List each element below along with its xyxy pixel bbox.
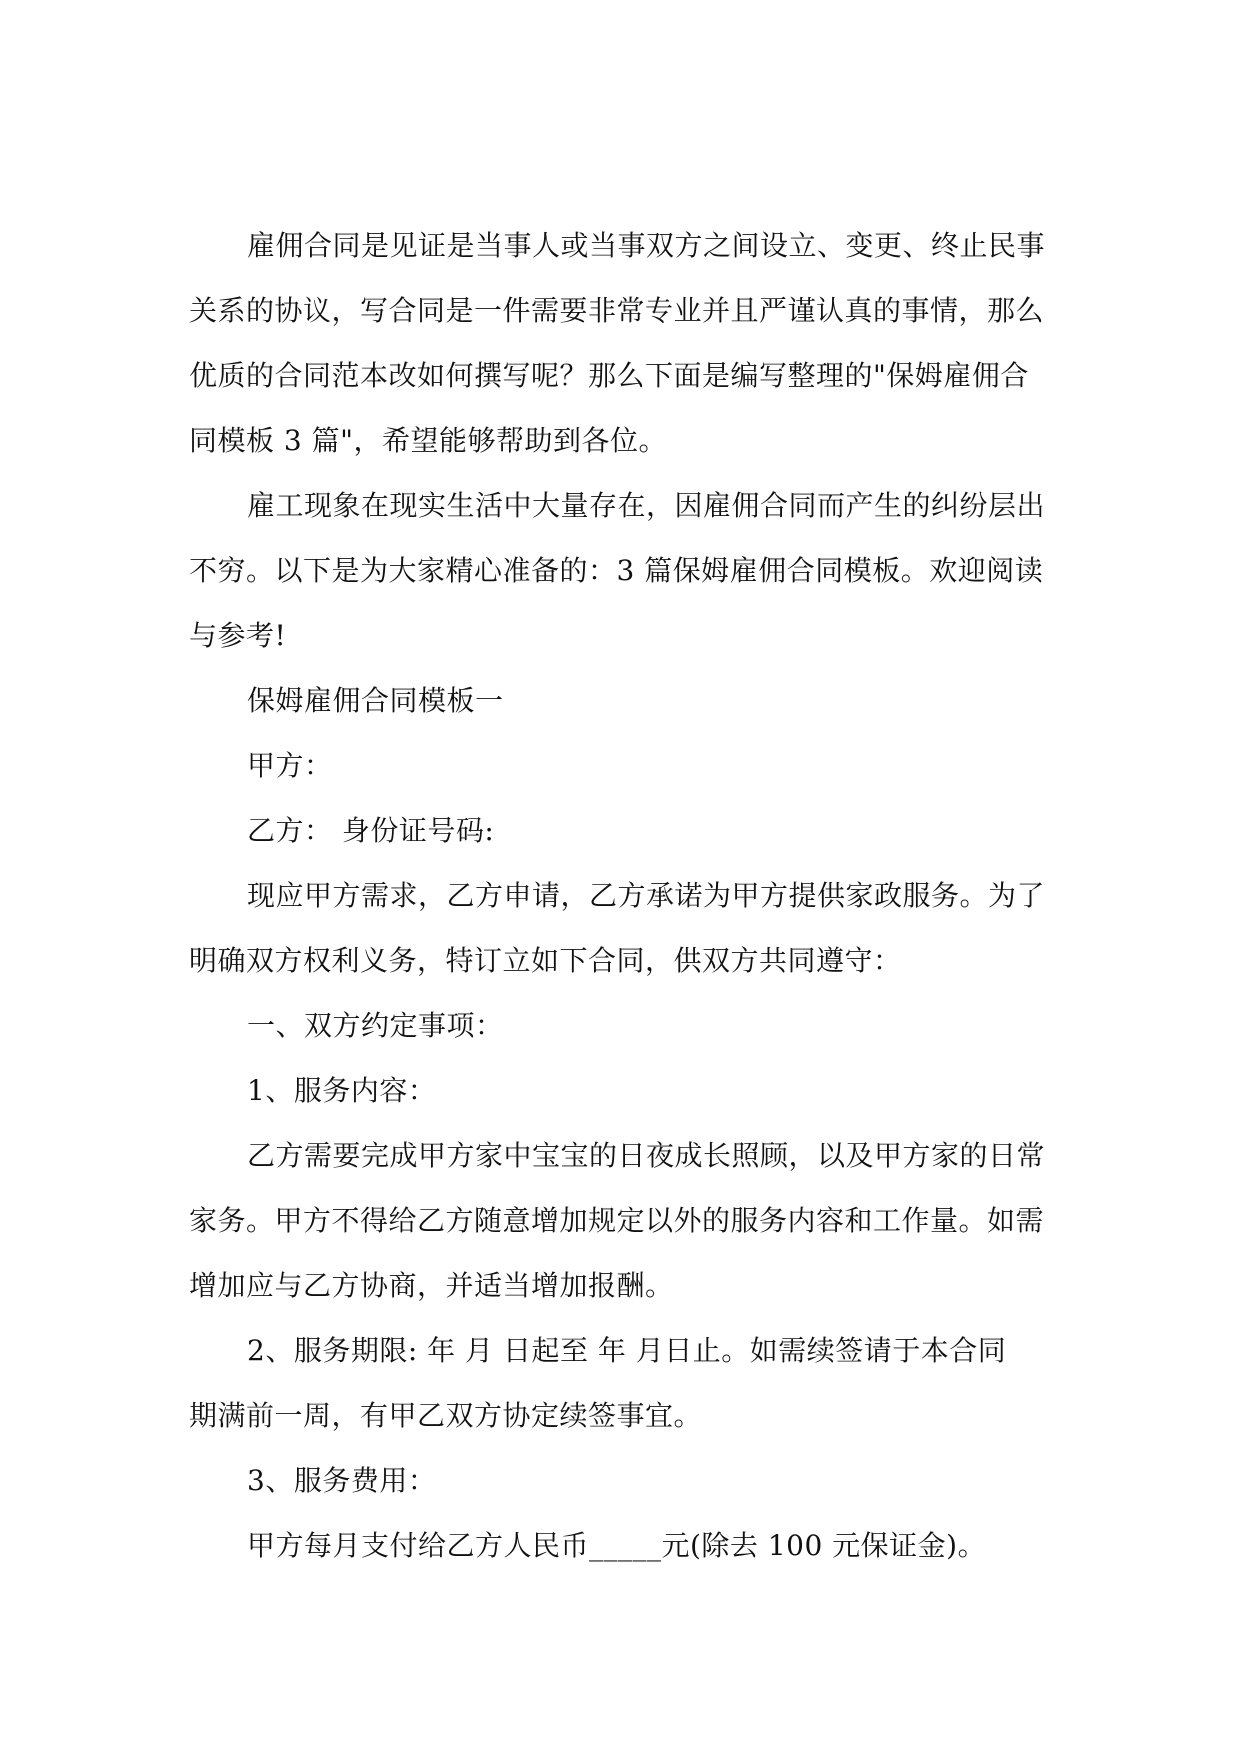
intro-paragraph-line-2: 关系的协议，写合同是一件需要非常专业并且严谨认真的事情，那么 (189, 294, 1045, 327)
party-a-line: 甲方： (247, 749, 333, 782)
intro-paragraph-line-4: 同模板 3 篇"，希望能够帮助到各位。 (189, 424, 667, 457)
service-content-line-1: 乙方需要完成甲方家中宝宝的日夜成长照顾，以及甲方家的日常 (247, 1139, 1046, 1172)
preamble-line-2: 明确双方权利义务，特订立如下合同，供双方共同遵守： (189, 944, 902, 977)
preamble-line-1: 现应甲方需求，乙方申请，乙方承诺为甲方提供家政服务。为了 (247, 879, 1046, 912)
clause-service-content-heading: 1、服务内容： (247, 1074, 437, 1107)
service-content-line-3: 增加应与乙方协商，并适当增加报酬。 (189, 1269, 674, 1302)
service-term-line-1: 2、服务期限: 年 月 日起至 年 月日止。如需续签请于本合同 (247, 1334, 1007, 1367)
party-b-line: 乙方： 身份证号码: (247, 814, 495, 847)
service-term-line-2: 期满前一周，有甲乙双方协定续签事宜。 (189, 1399, 703, 1432)
service-fee-line: 甲方每月支付给乙方人民币_____元(除去 100 元保证金)。 (247, 1529, 987, 1562)
service-content-line-2: 家务。甲方不得给乙方随意增加规定以外的服务内容和工作量。如需 (189, 1204, 1045, 1237)
intro-paragraph-line-3: 优质的合同范本改如何撰写呢？那么下面是编写整理的"保姆雇佣合 (189, 359, 1029, 392)
second-paragraph-line-2: 不穷。以下是为大家精心准备的：3 篇保姆雇佣合同模板。欢迎阅读 (189, 554, 1044, 587)
intro-paragraph-line-1: 雇佣合同是见证是当事人或当事双方之间设立、变更、终止民事 (247, 229, 1046, 262)
contract-title: 保姆雇佣合同模板一 (247, 684, 504, 717)
second-paragraph-line-1: 雇工现象在现实生活中大量存在，因雇佣合同而产生的纠纷层出 (247, 489, 1046, 522)
second-paragraph-line-3: 与参考! (189, 619, 287, 652)
section-heading-agreements: 一、双方约定事项： (247, 1009, 504, 1042)
clause-service-fee-heading: 3、服务费用： (247, 1464, 437, 1497)
